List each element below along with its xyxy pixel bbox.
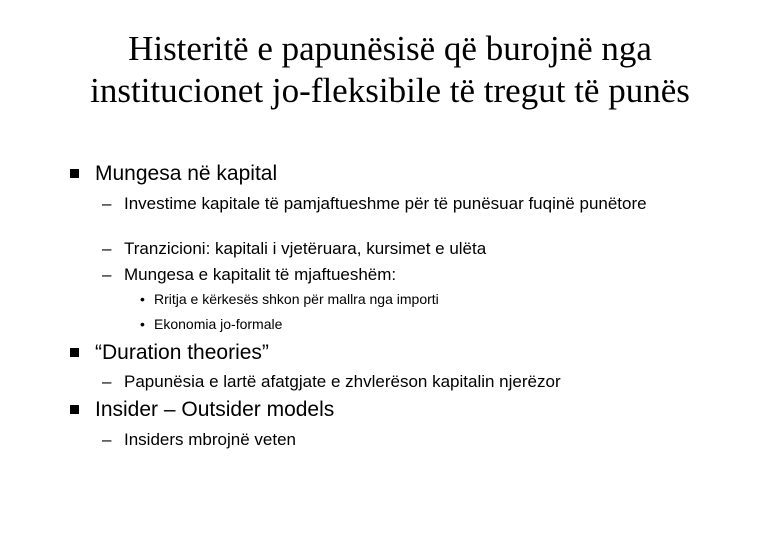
bullet-text: Mungesa në kapital [95,162,278,185]
subbullet-text: Insiders mbrojnë veten [124,430,296,449]
bullet-mungesa [70,161,277,187]
subbullet-investime [102,193,662,214]
dot-bullet-icon: • [140,291,145,307]
subbullet-papunesia [102,371,662,392]
subbullet-text: Mungesa e kapitalit të mjaftueshëm: [124,265,397,284]
square-bullet-icon [70,169,79,178]
subsubbullet-ekonomia [140,315,282,333]
slide-title: Histeritë e papunësisë që burojnë nga institucionet jo-fleksibile të tregut të punës [90,29,690,110]
bullet-insider-outsider [70,397,334,423]
subbullet-tranzicioni [102,238,662,259]
subbullet-insiders [102,429,662,450]
subbullet-text: Tranzicioni: kapitali i vjetëruara, kursimet e ulëta [124,239,487,258]
dash-bullet-icon: – [102,194,112,213]
dot-bullet-icon: • [140,316,145,332]
dash-bullet-icon: – [102,265,112,284]
subbullet-text: Papunësia e lartë afatgjate e zhvlerëson kapitalin njerëzor [124,372,561,391]
bullet-text: “Duration theories” [95,341,269,364]
dash-bullet-icon: – [102,239,112,258]
bullet-text: Insider – Outsider models [95,398,335,421]
dash-bullet-icon: – [102,372,112,391]
subsubbullet-text: Ekonomia jo-formale [154,316,283,332]
subbullet-mungesa-kapitalit [102,264,662,285]
bullet-duration-theories [70,340,269,366]
dash-bullet-icon: – [102,430,112,449]
square-bullet-icon [70,348,79,357]
subbullet-text: Investime kapitale të pamjaftueshme për të punësuar fuqinë punëtore [124,194,647,213]
square-bullet-icon [70,405,79,414]
subsubbullet-rritja [140,290,439,308]
subsubbullet-text: Rritja e kërkesës shkon për mallra nga importi [154,291,439,307]
